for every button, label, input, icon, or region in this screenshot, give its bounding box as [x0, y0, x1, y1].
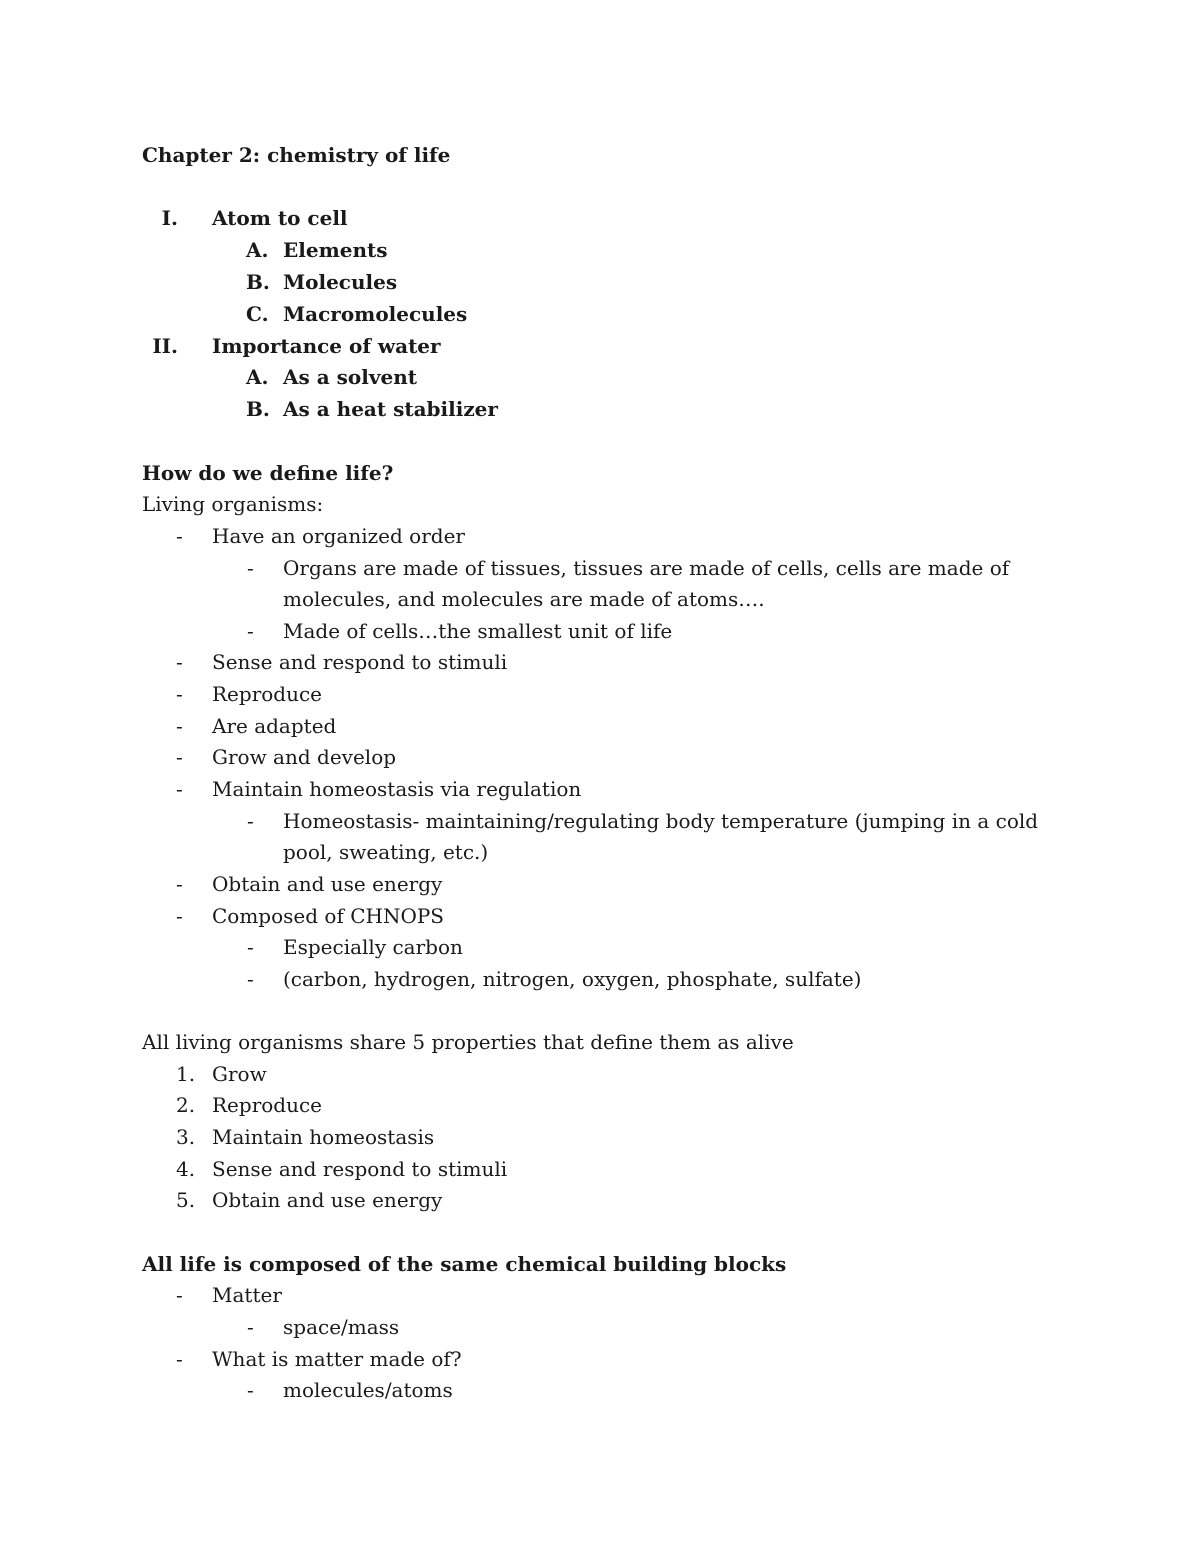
list-item: Especially carbon [283, 935, 463, 959]
list-dash: - [247, 619, 254, 643]
list-item: What is matter made of? [212, 1347, 462, 1371]
list-item: Maintain homeostasis [212, 1125, 435, 1149]
list-dash: - [247, 809, 254, 833]
list-dash: - [176, 524, 183, 548]
list-dash: - [176, 1347, 183, 1371]
list-item: Maintain homeostasis via regulation [212, 777, 582, 801]
outline-sub-marker: B. [246, 270, 270, 294]
outline-item: Importance of water [212, 334, 441, 358]
list-number: 4. [176, 1157, 196, 1181]
list-dash: - [247, 1378, 254, 1402]
list-item: Are adapted [212, 714, 337, 738]
section-intro: All living organisms share 5 properties that define them as alive [142, 1030, 794, 1054]
list-dash: - [247, 556, 254, 580]
list-item-continued: molecules, and molecules are made of atoms…. [283, 587, 765, 611]
outline-sub-marker: A. [246, 365, 269, 389]
list-item: Have an organized order [212, 524, 465, 548]
list-item: molecules/atoms [283, 1378, 453, 1402]
outline-sub-marker: A. [246, 238, 269, 262]
list-dash: - [176, 745, 183, 769]
list-item: Grow and develop [212, 745, 397, 769]
list-dash: - [176, 904, 183, 928]
outline-sub-item: Macromolecules [283, 302, 468, 326]
list-item: Organs are made of tissues, tissues are made of cells, cells are made of [283, 556, 1010, 580]
outline-marker: I. [161, 206, 178, 230]
list-dash: - [247, 1315, 254, 1339]
outline-sub-item: Elements [283, 238, 388, 262]
outline-item: Atom to cell [212, 206, 348, 230]
list-item: Made of cells…the smallest unit of life [283, 619, 673, 643]
list-dash: - [176, 650, 183, 674]
outline-sub-marker: C. [246, 302, 269, 326]
list-item: Sense and respond to stimuli [212, 1157, 508, 1181]
list-number: 1. [176, 1062, 196, 1086]
list-dash: - [176, 777, 183, 801]
list-item: Grow [212, 1062, 267, 1086]
list-dash: - [176, 682, 183, 706]
list-dash: - [176, 714, 183, 738]
outline-sub-marker: B. [246, 397, 270, 421]
page-title: Chapter 2: chemistry of life [142, 143, 451, 167]
list-item-continued: pool, sweating, etc.) [283, 840, 489, 864]
list-number: 5. [176, 1188, 196, 1212]
list-item: Matter [212, 1283, 282, 1307]
list-item: Reproduce [212, 682, 323, 706]
list-number: 3. [176, 1125, 196, 1149]
list-dash: - [247, 935, 254, 959]
section-intro: Living organisms: [142, 492, 324, 516]
list-item: Reproduce [212, 1093, 323, 1117]
outline-marker: II. [152, 334, 178, 358]
list-item: Composed of CHNOPS [212, 904, 445, 928]
section-heading: All life is composed of the same chemical building blocks [142, 1252, 787, 1276]
list-dash: - [176, 872, 183, 896]
list-dash: - [176, 1283, 183, 1307]
list-dash: - [247, 967, 254, 991]
list-item: Homeostasis- maintaining/regulating body temperature (jumping in a cold [283, 809, 1039, 833]
list-item: Obtain and use energy [212, 1188, 443, 1212]
list-item: space/mass [283, 1315, 400, 1339]
outline-sub-item: As a solvent [283, 365, 417, 389]
list-number: 2. [176, 1093, 196, 1117]
list-item: Sense and respond to stimuli [212, 650, 508, 674]
outline-sub-item: As a heat stabilizer [283, 397, 498, 421]
list-item: (carbon, hydrogen, nitrogen, oxygen, phosphate, sulfate) [283, 967, 862, 991]
section-heading: How do we define life? [142, 461, 394, 485]
outline-sub-item: Molecules [283, 270, 398, 294]
list-item: Obtain and use energy [212, 872, 443, 896]
